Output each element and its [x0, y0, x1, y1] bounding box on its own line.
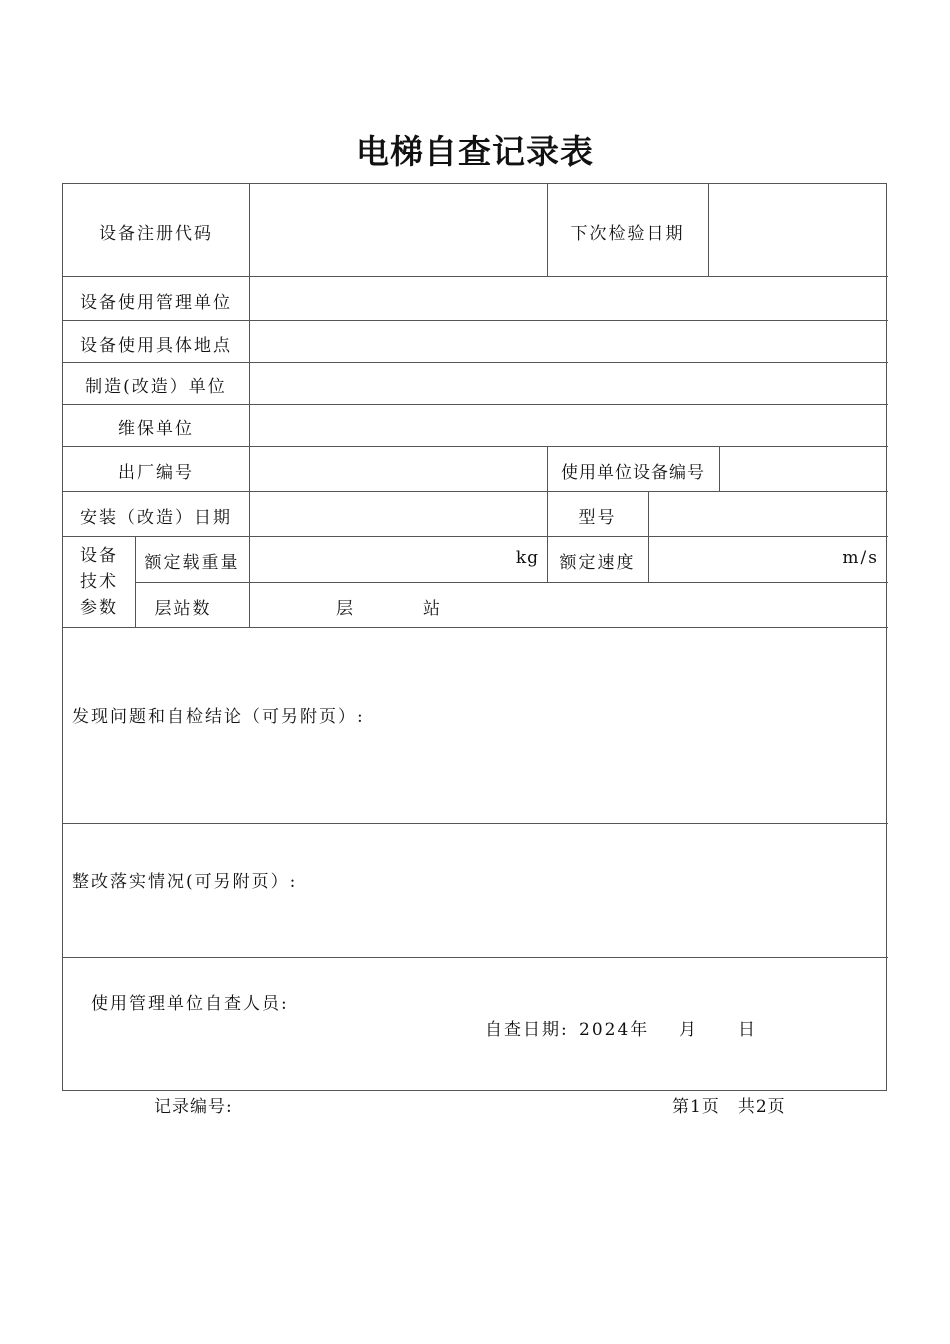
- inspection-form: [62, 183, 887, 1091]
- registration-code-label: 设备注册代码: [99, 224, 213, 244]
- check-date-label: 自查日期:: [485, 1020, 569, 1040]
- manufacturer-label: 制造(改造）单位: [85, 377, 227, 397]
- row-divider: [63, 957, 888, 958]
- tech-params-line: 设备: [80, 546, 118, 566]
- floors-stations-label: 层站数: [154, 599, 212, 619]
- check-date-day: 日: [738, 1020, 757, 1040]
- rectification-label: 整改落实情况(可另附页）:: [72, 872, 298, 892]
- row-divider: [63, 491, 888, 492]
- next-inspection-date-label: 下次检验日期: [570, 224, 685, 244]
- install-date-label: 安装（改造）日期: [80, 508, 232, 528]
- user-unit-label: 设备使用管理单位: [80, 293, 232, 313]
- page-title: 电梯自查记录表: [356, 132, 594, 171]
- row-divider: [63, 320, 888, 321]
- floors-unit: 层: [336, 599, 355, 619]
- tech-params-line: 参数: [80, 598, 118, 618]
- row-divider: [63, 446, 888, 447]
- stations-unit: 站: [423, 599, 442, 619]
- inspector-label: 使用管理单位自查人员:: [91, 994, 289, 1014]
- column-divider: [708, 184, 709, 276]
- check-date-year: 2024年: [579, 1020, 650, 1040]
- column-divider: [648, 491, 649, 582]
- check-date-month: 月: [679, 1020, 698, 1040]
- location-label: 设备使用具体地点: [80, 336, 232, 356]
- page-info: 第1页 共2页: [672, 1097, 786, 1117]
- tech-params-label: [63, 543, 135, 621]
- findings-label: 发现问题和自检结论（可另附页）:: [72, 707, 365, 727]
- rated-speed-label: 额定速度: [559, 553, 636, 573]
- column-divider: [719, 446, 720, 491]
- row-divider: [63, 404, 888, 405]
- model-label: 型号: [578, 508, 617, 528]
- factory-number-label: 出厂编号: [118, 463, 194, 483]
- column-divider: [249, 184, 250, 627]
- maintenance-unit-label: 维保单位: [118, 419, 194, 439]
- unit-device-number-label: 使用单位设备编号: [561, 463, 705, 483]
- row-divider: [135, 582, 888, 583]
- rated-load-unit: kg: [515, 548, 539, 568]
- rated-speed-unit: m/s: [842, 548, 879, 568]
- tech-params-line: 技术: [80, 572, 118, 592]
- rated-load-label: 额定载重量: [144, 553, 240, 573]
- record-number-label: 记录编号:: [154, 1097, 233, 1117]
- row-divider: [63, 276, 888, 277]
- row-divider: [63, 823, 888, 824]
- row-divider: [63, 362, 888, 363]
- row-divider: [63, 627, 888, 628]
- row-divider: [63, 536, 888, 537]
